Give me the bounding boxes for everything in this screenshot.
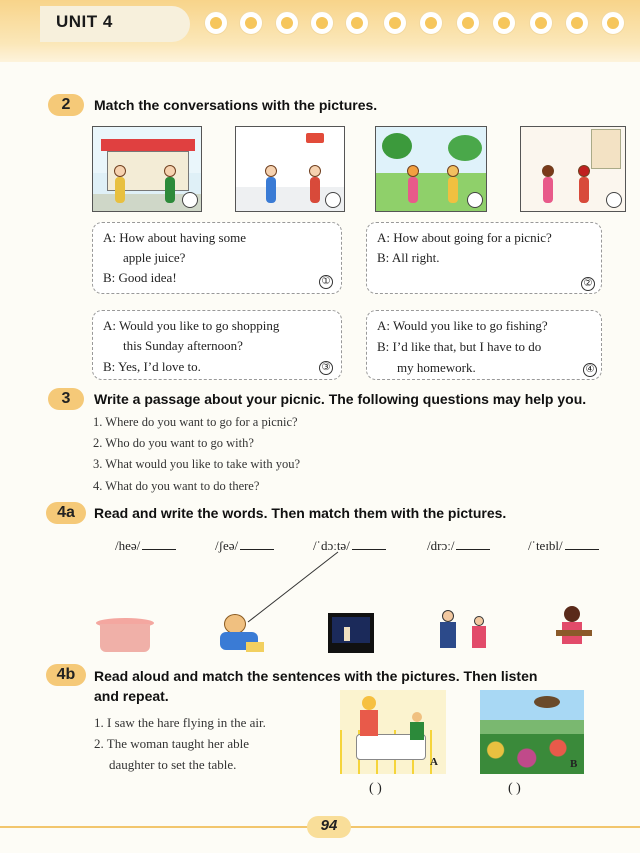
question-item: 2. Who do you want to go with? (93, 436, 254, 450)
table-picture (96, 618, 154, 654)
dialog-line: this Sunday afternoon? (123, 338, 243, 353)
section-4a-number: 4a (46, 502, 86, 524)
dialog-line: A: Would you like to go fishing? (377, 318, 548, 333)
dialog-line: my homework. (397, 360, 476, 375)
dialog-line: A: How about having some (103, 230, 246, 245)
page-footer (0, 812, 640, 842)
section-3-number: 3 (48, 388, 84, 410)
dialog-number: ② (581, 277, 595, 291)
dialog-number: ④ (583, 363, 597, 377)
sentence-item: daughter to set the table. (109, 757, 237, 772)
dialog-line: B: All right. (377, 250, 440, 265)
father-daughter-picture (436, 608, 492, 654)
picture-a-table (340, 690, 446, 774)
phonetic-text: /ˈteɪbl/ (528, 538, 563, 553)
section-4b-title: Read aloud and match the sentences with the pictures. Then listen (94, 668, 538, 684)
picture-label: B (570, 758, 578, 770)
dialog-number: ① (319, 275, 333, 289)
section-4b-number: 4b (46, 664, 86, 686)
dialog-line: apple juice? (123, 250, 186, 265)
phonetic-text: /drɔː/ (427, 538, 455, 553)
answer-parentheses[interactable]: ( ) (369, 781, 382, 796)
section-2-title: Match the conversations with the pictures. (94, 97, 378, 113)
night-window-picture (328, 613, 374, 653)
phonetic-text: /ˈdɔːtə/ (313, 538, 350, 553)
page-number: 94 (320, 817, 338, 834)
sentence-item: 1. I saw the hare flying in the air. (94, 715, 266, 730)
section-3-title: Write a passage about your picnic. The following questions may help you. (94, 391, 587, 407)
dialog-line: B: Yes, I’d love to. (103, 359, 201, 374)
section-4a-title: Read and write the words. Then match them with the pictures. (94, 505, 507, 521)
dialog-line: A: How about going for a picnic? (377, 230, 552, 245)
sentence-item: 2. The woman taught her able (94, 736, 249, 751)
section-2-number: 2 (48, 94, 84, 116)
dialog-line: B: I’d like that, but I have to do (377, 339, 542, 354)
answer-parentheses[interactable]: ( ) (508, 781, 521, 796)
picture-b-hare (480, 690, 584, 774)
unit-label: UNIT 4 (56, 12, 113, 31)
dialog-line: A: Would you like to go shopping (103, 318, 280, 333)
phonetic-text: /ʃeə/ (215, 538, 239, 553)
question-item: 4. What do you want to do there? (93, 479, 260, 493)
section-4b-title-continued: and repeat. (94, 688, 169, 704)
question-item: 1. Where do you want to go for a picnic? (93, 415, 298, 429)
dialog-line: B: Good idea! (103, 270, 177, 285)
picture-label: A (430, 756, 438, 768)
dialog-number: ③ (319, 361, 333, 375)
girl-chair-picture (554, 604, 598, 654)
question-item: 3. What would you like to take with you? (93, 457, 301, 471)
phonetic-text: /heə/ (115, 538, 141, 553)
drawing-boy-picture (216, 612, 266, 656)
